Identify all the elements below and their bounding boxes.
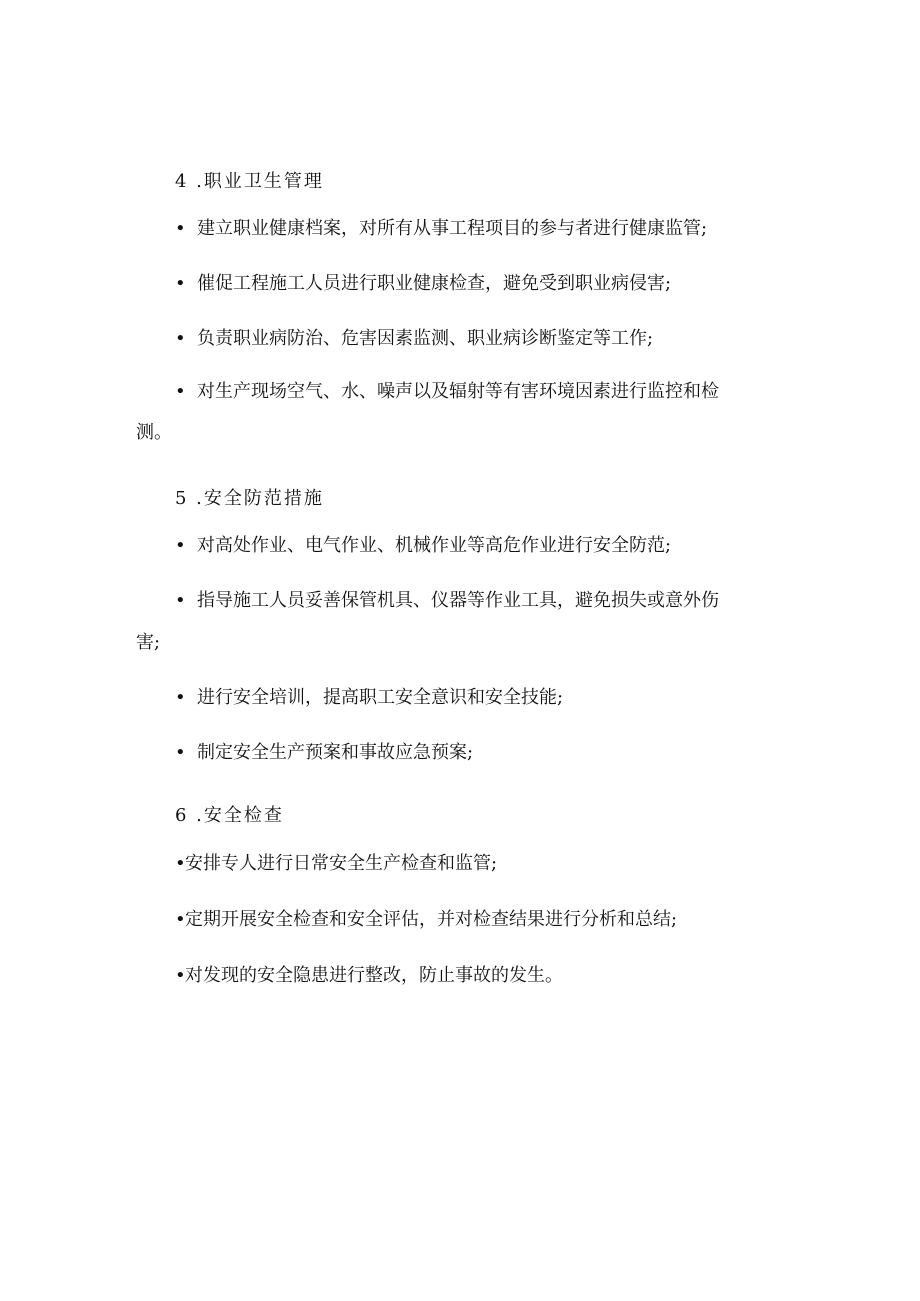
list-item (175, 965, 790, 986)
bullet-icon: • (175, 381, 186, 402)
list-item-text: 建立职业健康档案，对所有从事工程项目的参与者进行健康监管; (197, 218, 708, 239)
list-item-text: 对生产现场空气、水、噪声以及辐射等有害环境因素进行监控和检 (197, 381, 719, 402)
section-heading-5: 5 .安全防范措施 (175, 488, 324, 509)
list-item-text: 制定安全生产预案和事故应急预案; (197, 742, 474, 763)
bullet-icon: • (175, 590, 186, 611)
list-item-continuation: 害; (136, 632, 161, 653)
list-item-text: 催促工程施工人员进行职业健康检查，避免受到职业病侵害; (197, 273, 672, 294)
list-item (175, 535, 790, 556)
bullet-icon: • (175, 218, 186, 239)
bullet-icon: • (175, 687, 186, 708)
list-item-text: 定期开展安全检查和安全评估，并对检查结果进行分析和总结; (185, 909, 678, 930)
list-item (175, 853, 790, 874)
list-item-text: 指导施工人员妥善保管机具、仪器等作业工具，避免损失或意外伤 (197, 590, 719, 611)
section-heading-4: 4 .职业卫生管理 (175, 171, 324, 192)
bullet-icon: • (175, 909, 186, 930)
list-item-text: 对高处作业、电气作业、机械作业等高危作业进行安全防范; (197, 535, 672, 556)
bullet-icon: • (175, 535, 186, 556)
bullet-icon: • (175, 853, 186, 874)
bullet-icon: • (175, 273, 186, 294)
bullet-icon: • (175, 328, 186, 349)
list-item (175, 687, 790, 708)
bullet-icon: • (175, 742, 186, 763)
list-item (175, 273, 790, 294)
list-item-text: 安排专人进行日常安全生产检查和监管; (185, 853, 498, 874)
bullet-icon: • (175, 965, 186, 986)
list-item (175, 328, 790, 349)
list-item (175, 909, 790, 930)
section-heading-6: 6 .安全检查 (175, 805, 284, 826)
list-item-text: 负责职业病防治、危害因素监测、职业病诊断鉴定等工作; (197, 328, 654, 349)
list-item (175, 590, 790, 611)
list-item-text: 进行安全培训，提高职工安全意识和安全技能; (197, 687, 564, 708)
list-item (175, 742, 790, 763)
list-item-text: 对发现的安全隐患进行整改，防止事故的发生。 (185, 965, 563, 986)
list-item-continuation: 测。 (136, 422, 172, 443)
list-item (175, 218, 790, 239)
list-item (175, 381, 790, 402)
